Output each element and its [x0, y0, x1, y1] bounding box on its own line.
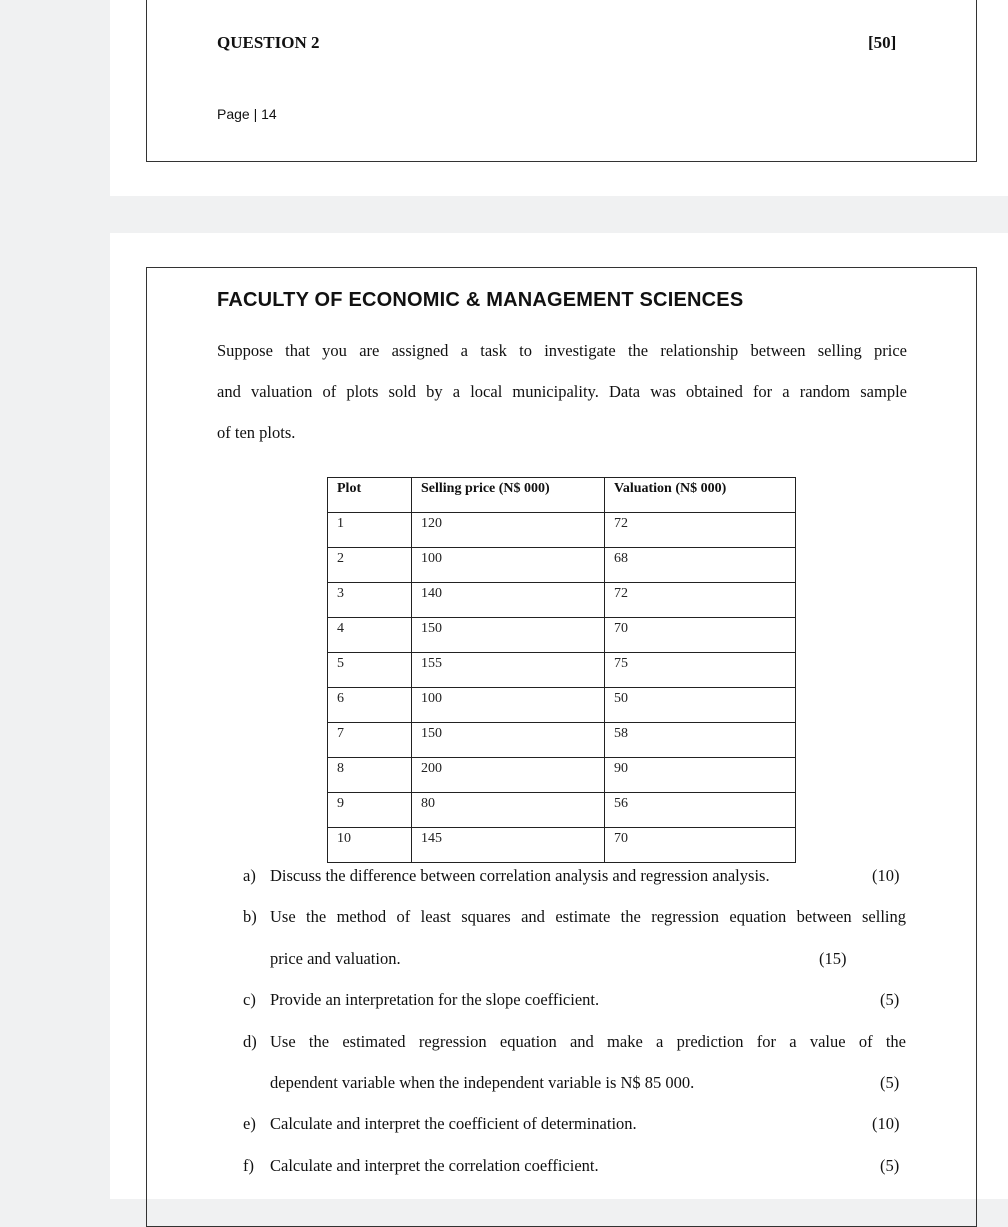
cell-selling-price: 120: [412, 513, 605, 548]
cell-valuation: 56: [605, 793, 796, 828]
cell-selling-price: 150: [412, 723, 605, 758]
faculty-heading: FACULTY OF ECONOMIC & MANAGEMENT SCIENCES: [217, 289, 744, 311]
question-marks: (5): [880, 1073, 900, 1092]
intro-line-3: of ten plots.: [217, 423, 296, 442]
question-marks: (10): [872, 1114, 900, 1133]
question-text: Provide an interpretation for the slope coefficient.: [270, 990, 600, 1009]
column-header-selling-price: Selling price (N$ 000): [412, 478, 605, 513]
question-title: QUESTION 2: [217, 33, 320, 52]
plot-data-table: [327, 477, 796, 863]
question-text-continued: dependent variable when the independent variable is N$ 85 000.: [270, 1073, 695, 1092]
question-label: c): [243, 990, 256, 1009]
cell-valuation: 90: [605, 758, 796, 793]
cell-selling-price: 100: [412, 688, 605, 723]
cell-plot: 1: [328, 513, 412, 548]
question-text: Discuss the difference between correlation analysis and regression analysis.: [270, 866, 770, 885]
cell-valuation: 50: [605, 688, 796, 723]
table-header-row: [328, 478, 796, 513]
table-row: [328, 653, 796, 688]
cell-selling-price: 200: [412, 758, 605, 793]
question-marks: (15): [819, 949, 847, 968]
cell-plot: 3: [328, 583, 412, 618]
table-row: [328, 583, 796, 618]
question-text: Use the method of least squares and estimate the regression equation between selling: [270, 907, 906, 926]
question-label: f): [243, 1156, 254, 1175]
table-row: [328, 688, 796, 723]
cell-valuation: 68: [605, 548, 796, 583]
cell-selling-price: 145: [412, 828, 605, 863]
cell-plot: 8: [328, 758, 412, 793]
cell-plot: 7: [328, 723, 412, 758]
question-label: a): [243, 866, 256, 885]
column-header-plot: Plot: [328, 478, 412, 513]
cell-selling-price: 140: [412, 583, 605, 618]
question-text-continued: price and valuation.: [270, 949, 401, 968]
cell-valuation: 58: [605, 723, 796, 758]
table-row: [328, 618, 796, 653]
question-text: Calculate and interpret the coefficient of determination.: [270, 1114, 637, 1133]
question-text: Use the estimated regression equation and make a prediction for a value of the: [270, 1032, 906, 1051]
cell-plot: 10: [328, 828, 412, 863]
question-label: e): [243, 1114, 256, 1133]
question-label: b): [243, 907, 257, 926]
page-border-1: [146, 0, 977, 162]
cell-valuation: 70: [605, 828, 796, 863]
cell-plot: 5: [328, 653, 412, 688]
intro-line-2: and valuation of plots sold by a local municipality. Data was obtained for a random sample: [217, 382, 907, 401]
question-label: d): [243, 1032, 257, 1051]
table-row: [328, 828, 796, 863]
cell-valuation: 72: [605, 513, 796, 548]
table-row: [328, 548, 796, 583]
column-header-valuation: Valuation (N$ 000): [605, 478, 796, 513]
question-text: Calculate and interpret the correlation coefficient.: [270, 1156, 599, 1175]
question-marks: (10): [872, 866, 900, 885]
cell-plot: 4: [328, 618, 412, 653]
question-marks: (5): [880, 1156, 900, 1175]
cell-selling-price: 155: [412, 653, 605, 688]
page-number: Page | 14: [217, 106, 277, 122]
cell-valuation: 70: [605, 618, 796, 653]
table-row: [328, 758, 796, 793]
cell-valuation: 72: [605, 583, 796, 618]
table-row: [328, 723, 796, 758]
cell-plot: 6: [328, 688, 412, 723]
cell-selling-price: 80: [412, 793, 605, 828]
cell-plot: 9: [328, 793, 412, 828]
question-marks: (5): [880, 990, 900, 1009]
cell-plot: 2: [328, 548, 412, 583]
cell-valuation: 75: [605, 653, 796, 688]
total-marks: [50]: [868, 33, 897, 52]
cell-selling-price: 150: [412, 618, 605, 653]
cell-selling-price: 100: [412, 548, 605, 583]
intro-line-1: Suppose that you are assigned a task to investigate the relationship between selling price: [217, 341, 907, 360]
table-row: [328, 513, 796, 548]
table-row: [328, 793, 796, 828]
